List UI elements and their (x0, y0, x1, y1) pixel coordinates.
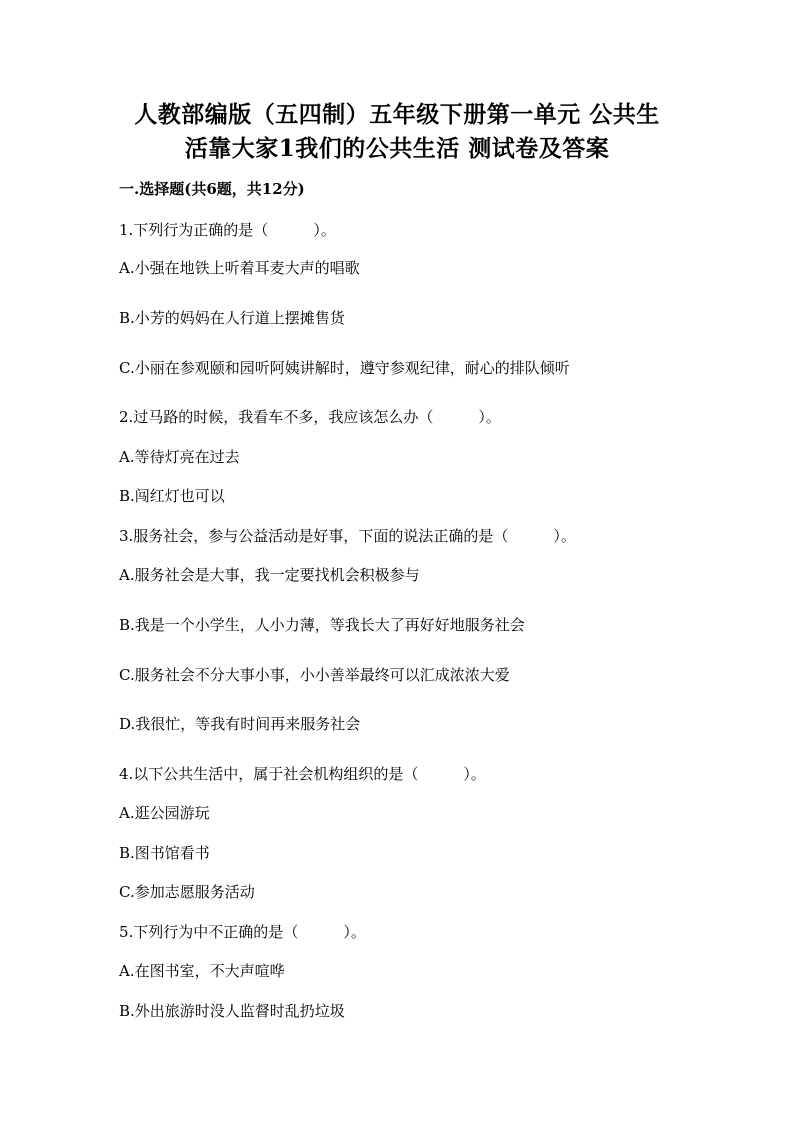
question-2-option-a: A.等待灯亮在过去 (119, 448, 240, 466)
question-1-stem: 1.下列行为正确的是（ ）。 (119, 221, 336, 239)
question-4-stem: 4.以下公共生活中，属于社会机构组织的是（ ）。 (119, 765, 486, 783)
question-4-option-a: A.逛公园游玩 (119, 804, 210, 822)
question-2-option-b: B.闯红灯也可以 (119, 487, 225, 505)
question-4-option-c: C.参加志愿服务活动 (119, 883, 255, 901)
question-3-option-a: A.服务社会是大事，我一定要找机会积极参与 (119, 566, 420, 584)
document-title-line-2: 活靠大家1我们的公共生活 测试卷及答案 (184, 135, 610, 162)
question-3-option-d: D.我很忙，等我有时间再来服务社会 (119, 715, 361, 733)
question-5-option-a: A.在图书室，不大声喧哗 (119, 962, 285, 980)
document-title-line-1: 人教部编版（五四制）五年级下册第一单元 公共生 (134, 101, 660, 128)
question-5-option-b: B.外出旅游时没人监督时乱扔垃圾 (119, 1002, 345, 1020)
question-5-stem: 5.下列行为中不正确的是（ ）。 (119, 923, 366, 941)
question-1-option-a: A.小强在地铁上听着耳麦大声的唱歌 (119, 259, 360, 277)
question-1-option-b: B.小芳的妈妈在人行道上摆摊售货 (119, 309, 345, 327)
question-2-stem: 2.过马路的时候，我看车不多，我应该怎么办（ ）。 (119, 408, 501, 426)
question-3-option-b: B.我是一个小学生，人小力薄，等我长大了再好好地服务社会 (119, 616, 525, 634)
question-3-option-c: C.服务社会不分大事小事，小小善举最终可以汇成浓浓大爱 (119, 666, 510, 684)
question-1-option-c: C.小丽在参观颐和园听阿姨讲解时，遵守参观纪律，耐心的排队倾听 (119, 359, 570, 377)
question-4-option-b: B.图书馆看书 (119, 844, 210, 862)
question-3-stem: 3.服务社会，参与公益活动是好事，下面的说法正确的是（ ）。 (119, 527, 576, 545)
section-heading: 一.选择题(共6题，共12分) (119, 180, 305, 198)
